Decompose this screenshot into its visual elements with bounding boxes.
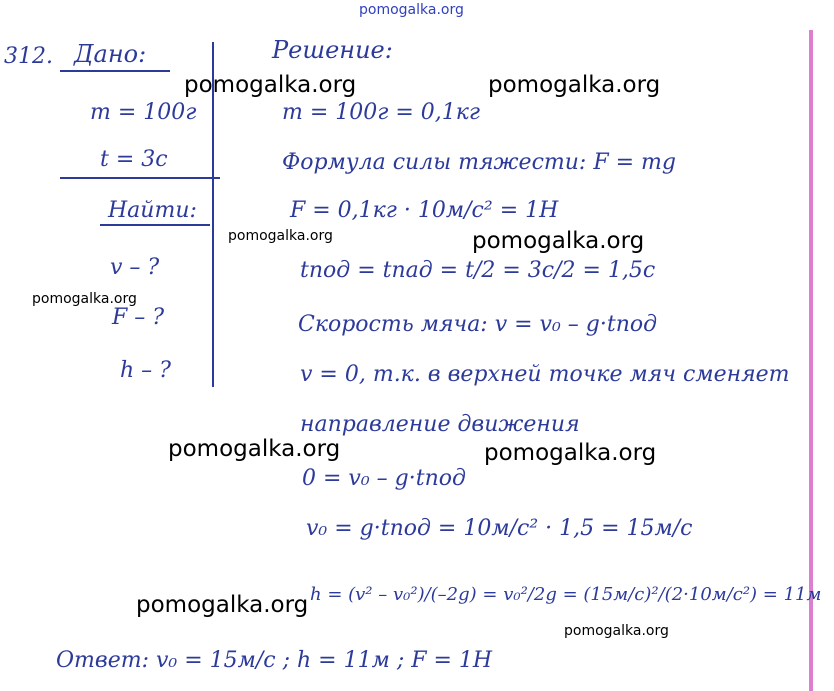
watermark-text: pomogalka.org — [564, 623, 669, 639]
watermark-text: pomogalka.org — [136, 592, 309, 618]
watermark-text: pomogalka.org — [32, 291, 137, 307]
solution-direction-note: направление движения — [300, 412, 580, 437]
given-underline — [60, 70, 170, 72]
solution-height-calc: h = (v² – v₀²)/(–2g) = v₀²/2g = (15м/с)²/(2·10м/с²) = 11м — [310, 584, 822, 605]
watermark-text: pomogalka.org — [184, 72, 357, 98]
site-link[interactable]: pomogalka.org — [359, 2, 464, 18]
find-height: h – ? — [120, 358, 171, 383]
solution-zero-velocity: 0 = v₀ – g·tпод — [302, 466, 466, 491]
solution-top-point-note: v = 0, т.к. в верхней точке мяч сменяет — [300, 362, 790, 387]
solution-velocity-formula: Скорость мяча: v = v₀ – g·tпод — [298, 312, 658, 337]
given-separator — [60, 177, 220, 179]
solution-gravity-formula: Формула силы тяжести: F = mg — [282, 150, 676, 175]
find-underline — [100, 224, 210, 226]
watermark-text: pomogalka.org — [484, 440, 657, 466]
solution-time-calc: tпод = tпад = t/2 = 3с/2 = 1,5с — [300, 258, 656, 283]
find-velocity: v – ? — [110, 255, 160, 280]
problem-number: 312. — [4, 44, 53, 69]
watermark-text: pomogalka.org — [488, 72, 661, 98]
solution-mass-conversion: m = 100г = 0,1кг — [282, 100, 481, 125]
solution-force-calc: F = 0,1кг · 10м/с² = 1Н — [290, 198, 559, 223]
find-header: Найти: — [108, 198, 197, 223]
solution-initial-velocity: v₀ = g·tпод = 10м/с² · 1,5 = 15м/с — [306, 516, 693, 541]
watermark-text: pomogalka.org — [472, 228, 645, 254]
solution-header: Решение: — [272, 36, 393, 64]
find-force: F – ? — [112, 305, 165, 330]
given-header: Дано: — [74, 40, 147, 68]
watermark-text: pomogalka.org — [168, 436, 341, 462]
given-time: t = 3с — [100, 147, 168, 172]
answer: Ответ: v₀ = 15м/с ; h = 11м ; F = 1Н — [56, 648, 493, 673]
given-mass: m = 100г — [90, 100, 197, 125]
watermark-text: pomogalka.org — [228, 228, 333, 244]
